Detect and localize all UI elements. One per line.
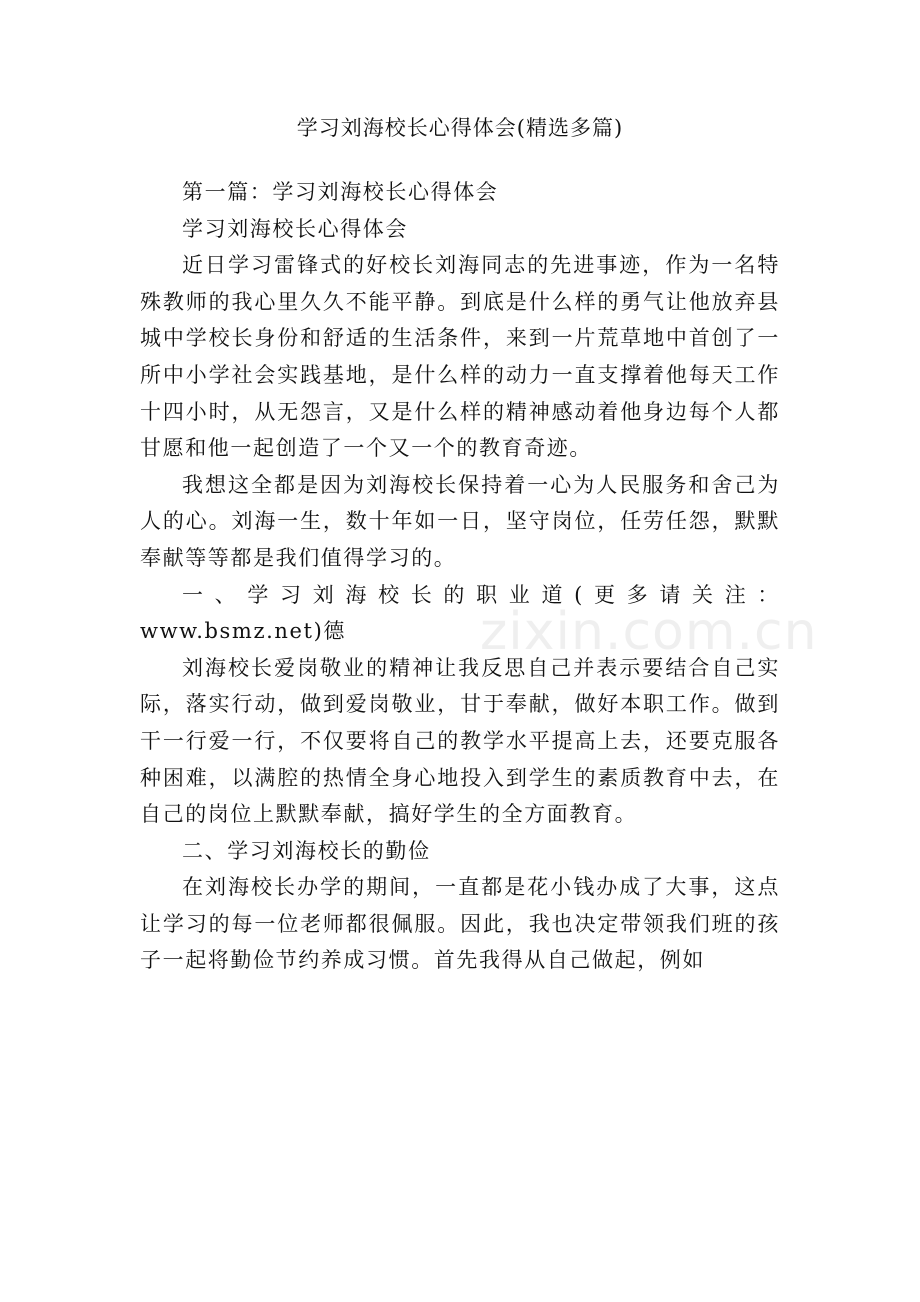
section-heading: 二、学习刘海校长的勤俭 (182, 838, 431, 863)
document-title: 学习刘海校长心得体会(精选多篇) (296, 116, 624, 140)
subheading: 学习刘海校长心得体会 (182, 216, 408, 241)
paragraph: 在刘海校长办学的期间，一直都是花小钱办成了大事，这点让学习的每一位老师都很佩服。因此，我也决定带领我们班的孩子一起将勤俭节约养成习惯。首先我得从自己做起，例如 (140, 875, 780, 973)
paragraph: 我想这全都是因为刘海校长保持着一心为人民服务和舍己为人的心。刘海一生，数十年如一日，坚守岗位，任劳任怨，默默奉献等等都是我们值得学习的。 (140, 472, 780, 570)
section-heading: 第一篇：学习刘海校长心得体会 (182, 180, 499, 204)
paragraph: 近日学习雷锋式的好校长刘海同志的先进事迹，作为一名特殊教师的我心里久久不能平静。到底是什么样的勇气让他放弃县城中学校长身份和舒适的生活条件，来到一片荒草地中首创了一所中小学社会实践基地，是什么样的动力一直支撑着他每天工作十四小时，从无怨言，又是什么样的精神感动着他身边每个人都甘愿和他一起创造了一个又一个的教育奇迹。 (140, 253, 780, 461)
paragraph: 刘海校长爱岗敬业的精神让我反思自己并表示要结合自己实际，落实行动，做到爱岗敬业，甘于奉献，做好本职工作。做到干一行爱一行，不仅要将自己的教学水平提高上去，还要克服各种困难，以满腔的热情全身心地投入到学生的素质教育中去，在自己的岗位上默默奉献，搞好学生的全方面教育。 (140, 655, 780, 827)
watermark: zixin.com.cn (480, 602, 818, 662)
paragraph: 一、学习刘海校长的职业道(更多请关注：www.bsmz.net)德 (140, 582, 780, 644)
document-body (140, 174, 780, 979)
